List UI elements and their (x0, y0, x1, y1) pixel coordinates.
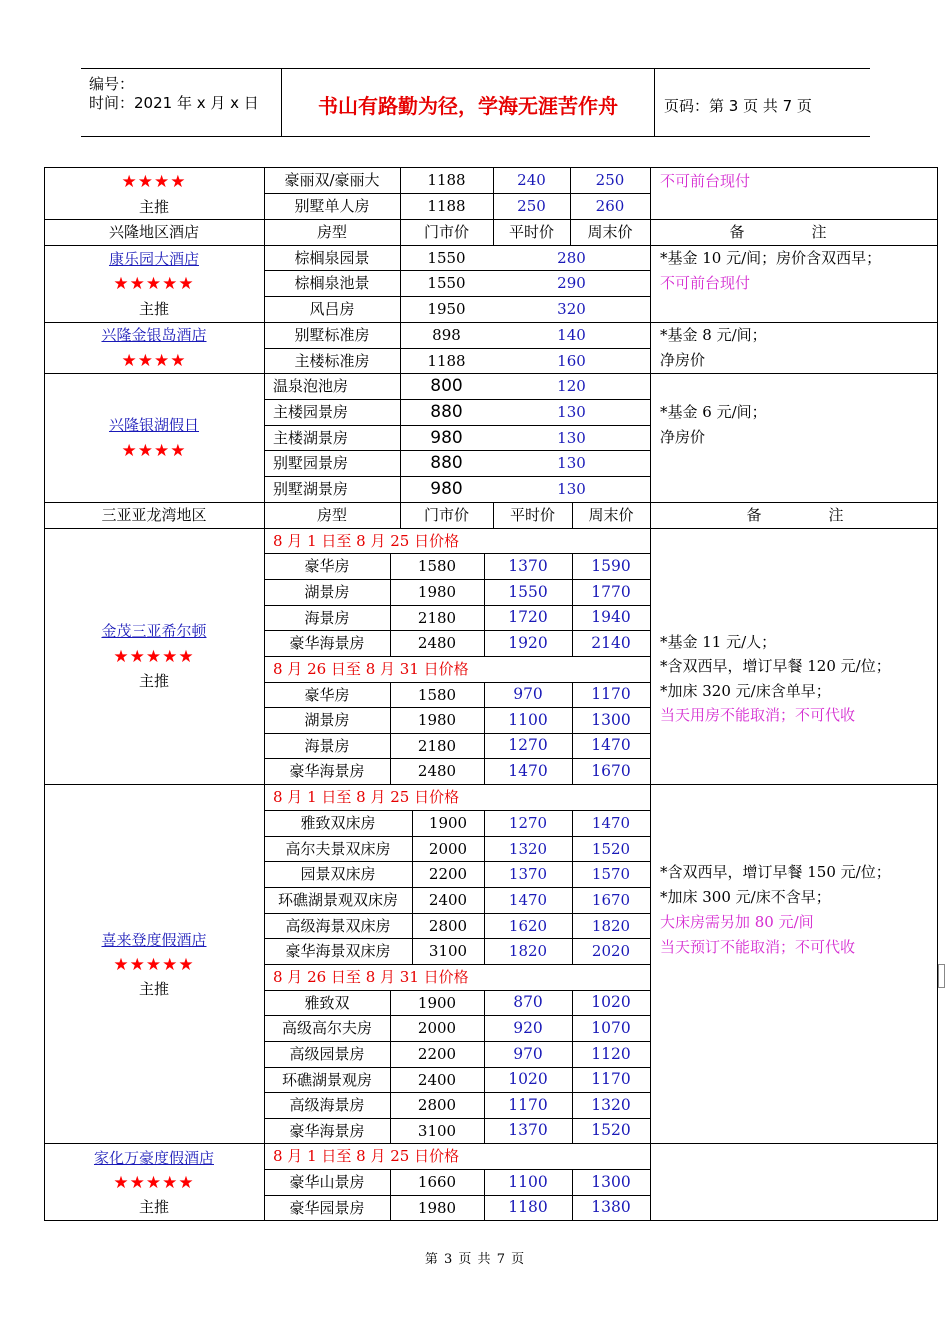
rack-price: 1188 (427, 351, 466, 370)
rack-price: 898 (432, 326, 461, 344)
weekday-price: 1720 (508, 608, 548, 627)
rack-price: 1550 (427, 248, 466, 267)
hotel-name-link[interactable]: 兴隆金银岛酒店 (101, 326, 207, 344)
notes-header: 备 (746, 506, 762, 524)
note: 大床房需另加 80 元/间 (660, 913, 814, 931)
rack-price-header: 门市价 (423, 506, 469, 524)
room-type: 豪华海景房 (289, 634, 365, 652)
hotel-name-link[interactable]: 金茂三亚希尔顿 (101, 621, 207, 640)
weekday-price: 1820 (508, 942, 548, 960)
rack-price: 1580 (417, 685, 457, 704)
note: 当天用房不能取消；不可代收 (660, 706, 856, 724)
weekend-price: 2140 (591, 633, 631, 652)
room-type: 湖景房 (304, 583, 350, 601)
room-type: 棕榈泉园景 (294, 248, 370, 267)
price-period: 8 月 26 日至 8 月 31 日价格 (273, 660, 469, 678)
time-label: 时间：2021 年 x 月 x 日 (89, 94, 259, 112)
weekend-price: 1170 (591, 685, 631, 704)
weekend-price: 1120 (591, 1044, 631, 1063)
weekend-price: 1470 (591, 814, 631, 832)
weekend-price: 1300 (591, 710, 631, 729)
weekday-price: 1270 (508, 814, 548, 832)
rack-price: 1188 (427, 197, 466, 215)
weekend-price: 260 (595, 197, 625, 215)
room-type: 雅致双 (304, 993, 350, 1012)
room-type: 豪华海景房 (289, 1121, 365, 1140)
price: 130 (557, 428, 586, 447)
room-type: 豪华海景双床房 (285, 942, 391, 960)
weekday-price: 1920 (508, 633, 548, 652)
room-type: 主楼园景房 (273, 403, 349, 421)
recommend-label: 主推 (138, 197, 169, 216)
weekday-price: 1370 (508, 865, 548, 883)
price-period: 8 月 1 日至 8 月 25 日价格 (273, 531, 460, 550)
number-label: 编号： (89, 75, 135, 93)
note: *基金 11 元/人； (660, 633, 777, 651)
weekday-price: 1320 (508, 839, 548, 858)
room-type: 温泉泡池房 (273, 377, 349, 395)
recommend-label: 主推 (138, 671, 169, 690)
recommend-label: 主推 (138, 299, 169, 318)
rack-price: 2400 (428, 891, 468, 909)
rack-price: 2800 (417, 1096, 457, 1114)
notes-header: 注 (811, 223, 827, 241)
rack-price: 2800 (428, 916, 468, 935)
note: *基金 6 元/间； (660, 403, 767, 421)
weekday-price: 1470 (508, 891, 548, 909)
price: 160 (557, 351, 586, 370)
weekday-price: 1270 (508, 736, 548, 755)
recommend-label: 主推 (138, 1197, 169, 1216)
room-type: 高级海景双床房 (285, 916, 391, 935)
room-type: 豪华山景房 (289, 1173, 365, 1191)
weekday-price: 1100 (508, 710, 548, 729)
weekday-price-header: 平时价 (509, 506, 555, 524)
weekend-price-header: 周末价 (587, 223, 633, 241)
rack-price: 3100 (428, 942, 468, 960)
room-type: 高级高尔夫房 (281, 1019, 372, 1037)
page-footer: 第 3 页 共 7 页 (424, 1252, 526, 1267)
note: 不可前台现付 (660, 172, 751, 190)
weekend-price: 1570 (591, 865, 631, 883)
side-marker (939, 965, 945, 988)
notes-header: 备 (729, 223, 745, 241)
weekday-price: 970 (513, 685, 543, 704)
rack-price: 2480 (417, 762, 457, 780)
weekday-price: 870 (513, 993, 543, 1012)
weekday-price: 250 (517, 197, 546, 215)
star-rating: ★★★★ (121, 440, 187, 461)
rack-price: 1660 (417, 1173, 457, 1191)
room-type: 园景双床房 (300, 865, 376, 883)
rack-price: 2200 (417, 1045, 457, 1063)
weekend-price: 1320 (591, 1095, 631, 1114)
weekday-price: 920 (513, 1018, 543, 1037)
room-type: 别墅单人房 (294, 197, 370, 215)
star-rating: ★★★★★ (113, 273, 195, 294)
price: 130 (557, 403, 586, 421)
notes-header: 注 (828, 506, 844, 524)
weekend-price: 1170 (591, 1070, 631, 1089)
rack-price: 880 (430, 453, 463, 473)
rack-price: 1980 (417, 711, 457, 729)
room-type-header: 房型 (316, 506, 347, 524)
weekday-price: 1470 (508, 761, 548, 780)
room-type: 豪华园景房 (289, 1198, 365, 1217)
room-type: 海景房 (304, 736, 350, 755)
weekday-price: 1180 (508, 1198, 548, 1217)
price: 120 (557, 377, 586, 395)
weekend-price: 1670 (591, 761, 631, 780)
room-type: 高尔夫景双床房 (285, 839, 391, 858)
weekend-price: 250 (595, 171, 625, 189)
weekend-price: 1590 (591, 556, 631, 575)
rack-price: 1550 (427, 274, 466, 292)
note: 不可前台现付 (660, 274, 751, 292)
room-type: 主楼标准房 (294, 351, 370, 370)
weekend-price: 1070 (591, 1018, 631, 1037)
weekend-price: 1520 (591, 1121, 631, 1140)
weekday-price: 1620 (508, 916, 548, 935)
star-rating: ★★★★★ (113, 954, 195, 975)
star-rating: ★★★★★ (113, 646, 195, 667)
weekend-price: 1470 (591, 736, 631, 755)
header-divider (654, 69, 655, 136)
room-type: 主楼湖景房 (273, 428, 349, 447)
rack-price: 1950 (427, 300, 466, 318)
price: 280 (557, 248, 586, 267)
hotel-name-link[interactable]: 喜来登度假酒店 (101, 930, 207, 949)
note: 净房价 (660, 428, 706, 446)
weekend-price: 1670 (591, 891, 631, 909)
note: 当天预订不能取消；不可代收 (660, 938, 856, 956)
room-type: 高级园景房 (289, 1045, 365, 1063)
rack-price: 980 (430, 427, 463, 448)
rack-price: 2000 (417, 1019, 457, 1037)
room-type-header: 房型 (316, 223, 347, 241)
star-rating: ★★★★★ (113, 1172, 195, 1193)
recommend-label: 主推 (138, 979, 169, 998)
weekend-price-header: 周末价 (588, 506, 634, 524)
weekend-price: 1770 (591, 582, 631, 601)
rack-price: 800 (430, 376, 463, 396)
room-type: 豪华房 (304, 557, 350, 575)
area-header: 三亚亚龙湾地区 (101, 506, 207, 524)
weekday-price: 1550 (508, 582, 548, 601)
price: 130 (557, 480, 586, 498)
rack-price: 1188 (427, 171, 466, 189)
rack-price: 980 (430, 479, 463, 499)
room-type: 豪华海景房 (289, 762, 365, 780)
price: 130 (557, 454, 586, 472)
star-rating: ★★★★ (121, 350, 187, 371)
rack-price: 880 (430, 402, 463, 422)
room-type: 环礁湖景观双床房 (277, 891, 398, 909)
price: 320 (557, 300, 586, 318)
weekday-price: 1170 (508, 1095, 548, 1114)
hotel-name-link[interactable]: 兴隆银湖假日 (108, 415, 199, 434)
note: *基金 8 元/间； (660, 326, 767, 344)
rack-price: 1900 (417, 993, 457, 1012)
room-type: 湖景房 (304, 711, 350, 729)
room-type: 棕榈泉池景 (294, 274, 370, 292)
weekend-price: 1380 (591, 1198, 631, 1217)
room-type: 雅致双床房 (300, 814, 376, 832)
note: *含双西早，增订早餐 120 元/位； (660, 657, 891, 675)
rack-price: 1900 (428, 814, 468, 832)
note: *加床 300 元/床不含早； (660, 888, 831, 906)
rack-price: 1580 (417, 557, 457, 575)
price-period: 8 月 26 日至 8 月 31 日价格 (273, 968, 469, 986)
weekend-price: 1300 (591, 1172, 631, 1191)
rack-price: 2400 (417, 1070, 457, 1089)
price: 140 (557, 326, 586, 344)
note: *基金 10 元/间；房价含双西早； (660, 249, 882, 267)
room-type: 别墅湖景房 (273, 480, 349, 498)
weekday-price-header: 平时价 (508, 223, 554, 241)
room-type: 豪丽双/豪丽大 (284, 171, 380, 189)
hotel-name-link[interactable]: 家化万豪度假酒店 (93, 1148, 214, 1167)
weekend-price: 1520 (591, 839, 631, 858)
price-period: 8 月 1 日至 8 月 25 日价格 (273, 788, 460, 806)
room-type: 海景房 (304, 608, 350, 627)
rack-price: 2180 (417, 608, 457, 627)
room-type: 别墅标准房 (294, 326, 370, 344)
weekday-price: 970 (513, 1044, 543, 1063)
weekday-price: 1100 (508, 1172, 548, 1191)
weekday-price: 1020 (508, 1070, 548, 1089)
rack-price: 2000 (428, 839, 468, 858)
rack-price-header: 门市价 (423, 223, 469, 241)
weekend-price: 1940 (591, 608, 631, 627)
rack-price: 3100 (417, 1121, 457, 1140)
weekday-price: 240 (517, 171, 546, 189)
price: 290 (557, 274, 586, 292)
note: *加床 320 元/床含单早； (660, 682, 831, 700)
room-type: 别墅园景房 (273, 454, 349, 472)
weekend-price: 2020 (591, 942, 631, 960)
note: *含双西早，增订早餐 150 元/位； (660, 863, 891, 881)
rack-price: 2200 (428, 865, 468, 883)
room-type: 风吕房 (309, 300, 355, 318)
price-period: 8 月 1 日至 8 月 25 日价格 (273, 1147, 460, 1165)
rack-price: 1980 (417, 583, 457, 601)
area-header: 兴隆地区酒店 (108, 223, 199, 241)
weekday-price: 1370 (508, 1121, 548, 1140)
weekend-price: 1020 (591, 993, 631, 1012)
note: 净房价 (660, 351, 706, 369)
rack-price: 2480 (417, 634, 457, 652)
rack-price: 2180 (417, 736, 457, 755)
motto: 书山有路勤为径，学海无涯苦作舟 (318, 94, 618, 118)
page-label: 页码：第 3 页 共 7 页 (664, 97, 812, 115)
star-rating: ★★★★ (121, 171, 187, 192)
room-type: 高级海景房 (289, 1096, 365, 1114)
weekend-price: 1820 (591, 916, 631, 935)
rack-price: 1980 (417, 1198, 457, 1217)
room-type: 环礁湖景观房 (281, 1070, 372, 1089)
room-type: 豪华房 (304, 685, 350, 704)
weekday-price: 1370 (508, 556, 548, 575)
hotel-name-link[interactable]: 康乐园大酒店 (108, 249, 199, 268)
